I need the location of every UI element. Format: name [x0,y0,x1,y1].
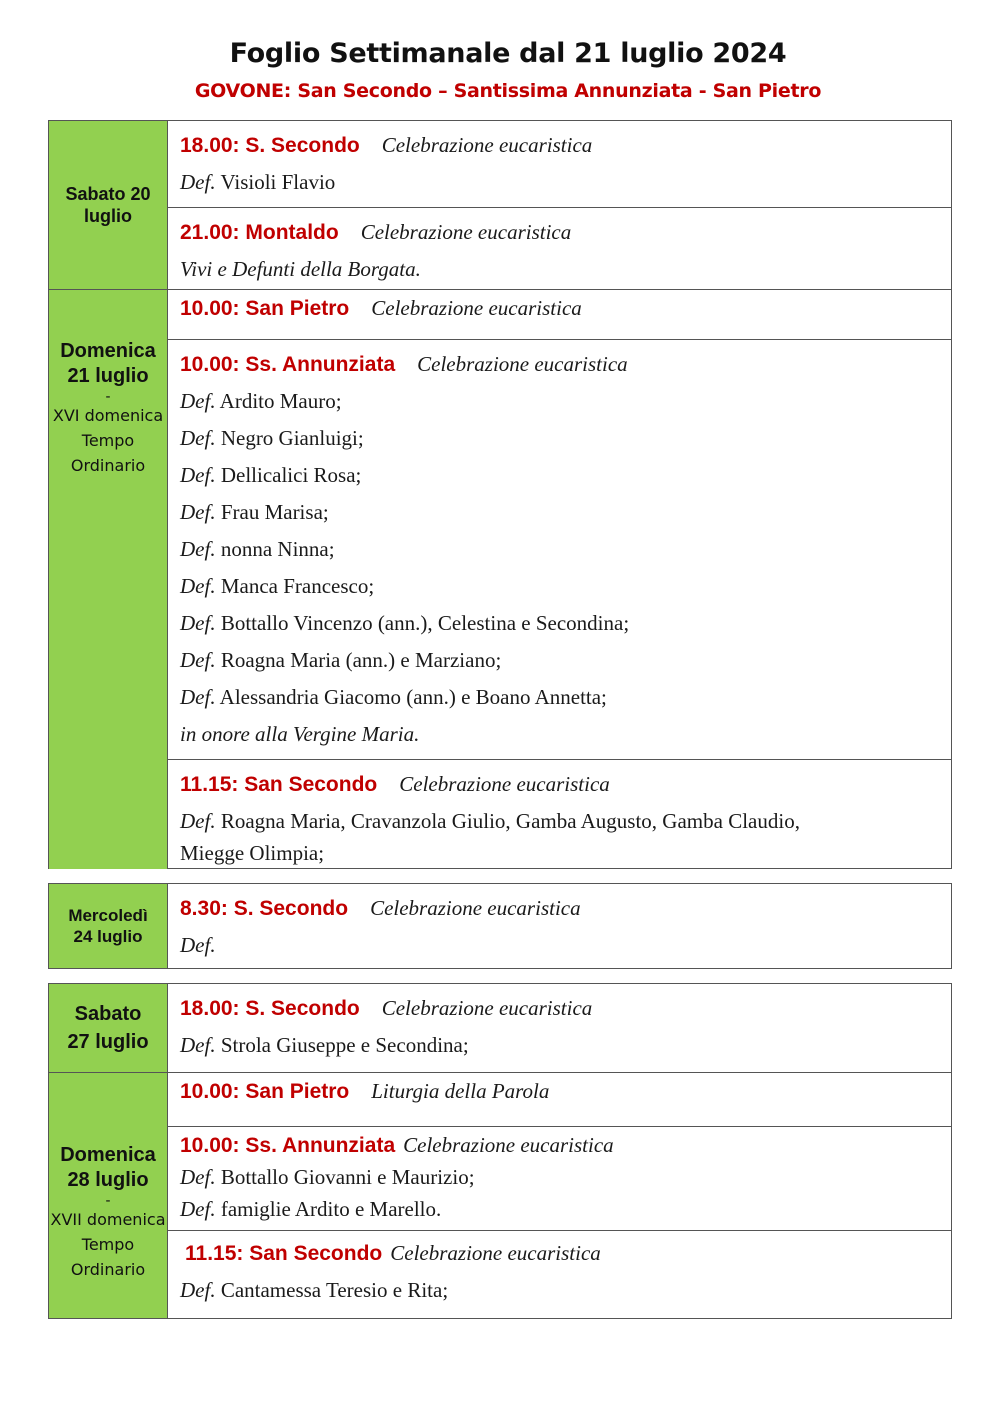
page-title: Foglio Settimanale dal 21 luglio 2024 [229,38,787,69]
event-type: Celebrazione eucaristica [403,1133,614,1157]
event-time-place: 10.00: San Pietro [180,1080,350,1103]
event-entry [168,884,951,968]
def-label: Def. [180,463,216,487]
intention-name: Manca Francesco; [215,574,375,598]
def-label: Def. [180,685,216,709]
event-type: Liturgia della Parola [371,1079,550,1103]
def-label: Def. [180,933,216,957]
day-name: Domenica [60,1144,156,1166]
intention-name: nonna Ninna; [215,537,335,561]
liturgical-season: Tempo [81,430,135,450]
event-entry [168,1072,951,1126]
day-cell-domenica-28 [49,1072,168,1318]
def-label: Def. [180,426,216,450]
event-entry [168,207,951,289]
intention-name: Bottallo Vincenzo (ann.), Celestina e Secondina; [215,611,630,635]
liturgical-season: Ordinario [70,1259,146,1279]
intention-line: in onore alla Vergine Maria. [180,722,420,746]
event-time-place: 18.00: S. Secondo [180,134,360,157]
def-label: Def. [180,500,216,524]
event-time-place: 10.00: San Pietro [180,297,350,320]
day-cell-sabato-20 [49,121,168,289]
liturgical-season: Ordinario [70,455,146,475]
def-label: Def. [180,1197,216,1221]
def-label: Def. [180,809,216,833]
def-label: Def. [180,648,216,672]
liturgical-sunday: XVII domenica [50,1210,166,1229]
intention-name: Miegge Olimpia; [180,841,325,865]
event-type: Celebrazione eucaristica [399,772,610,796]
liturgical-sunday: XVI domenica [52,406,164,425]
intention-name: Visioli Flavio [215,170,336,194]
schedule-table-wednesday [48,883,952,969]
event-entry [168,984,951,1072]
day-date: luglio [84,206,132,226]
event-entry [168,121,951,207]
event-type: Celebrazione eucaristica [390,1241,601,1265]
event-time-place: 18.00: S. Secondo [180,997,360,1020]
event-type: Celebrazione eucaristica [417,352,628,376]
intention-name: Strola Giuseppe e Secondina; [215,1033,469,1057]
schedule-table-week-21 [48,120,952,869]
day-separator: - [105,388,111,405]
intention-name: Roagna Maria (ann.) e Marziano; [215,648,502,672]
day-cell-mercoledi-24 [49,884,168,968]
subtitle-churches: : San Secondo – Santissima Annunziata - San Pietro [283,80,822,102]
intention-name: famiglie Ardito e Marello. [215,1197,442,1221]
event-type: Celebrazione eucaristica [370,896,581,920]
intention-name: Negro Gianluigi; [215,426,364,450]
def-label: Def. [180,1278,216,1302]
intention-line: Vivi e Defunti della Borgata. [180,257,421,281]
event-time-place: 11.15: San Secondo [185,1242,383,1265]
intention-name: Frau Marisa; [215,500,329,524]
event-time-place: 8.30: S. Secondo [180,897,349,920]
day-cell-domenica-21 [49,289,168,869]
event-time-place: 10.00: Ss. Annunziata [180,353,396,376]
event-time-place: 10.00: Ss. Annunziata [180,1134,396,1157]
intention-name: Ardito Mauro; [215,389,342,413]
subtitle-place: GOVONE [194,80,284,102]
schedule-table-week-28 [48,983,952,1319]
def-label: Def. [180,537,216,561]
day-date: 24 luglio [73,927,143,946]
day-date: 28 luglio [67,1169,149,1191]
intention-name: Alessandria Giacomo (ann.) e Boano Annetta; [215,685,607,709]
day-date: 21 luglio [67,365,149,387]
event-type: Celebrazione eucaristica [381,996,593,1020]
event-entry [168,1126,951,1230]
day-name: Sabato 20 [65,183,151,204]
event-entry [168,1230,951,1318]
day-cell-sabato-27 [49,984,168,1072]
def-label: Def. [180,389,216,413]
def-label: Def. [180,574,216,598]
def-label: Def. [180,170,216,194]
day-name: Sabato [74,1003,142,1025]
event-entry [168,339,951,759]
intention-name: Bottallo Giovanni e Maurizio; [215,1165,475,1189]
day-separator: - [105,1192,111,1209]
day-date: 27 luglio [67,1031,149,1053]
event-type: Celebrazione eucaristica [360,220,572,244]
event-type: Celebrazione eucaristica [371,296,582,320]
intention-name: Cantamessa Teresio e Rita; [215,1278,449,1302]
day-name: Domenica [60,340,156,362]
event-type: Celebrazione eucaristica [381,133,593,157]
page-subtitle [0,80,1000,102]
def-label: Def. [180,611,216,635]
event-entry [168,759,951,869]
event-time-place: 11.15: San Secondo [180,773,378,796]
liturgical-season: Tempo [81,1234,135,1254]
event-time-place: 21.00: Montaldo [180,221,339,244]
def-label: Def. [180,1165,216,1189]
day-name: Mercoledì [68,905,148,925]
intention-name: Roagna Maria, Cravanzola Giulio, Gamba Augusto, Gamba Claudio, [215,809,800,833]
intention-name: Dellicalici Rosa; [215,463,362,487]
def-label: Def. [180,1033,216,1057]
event-entry [168,289,951,339]
